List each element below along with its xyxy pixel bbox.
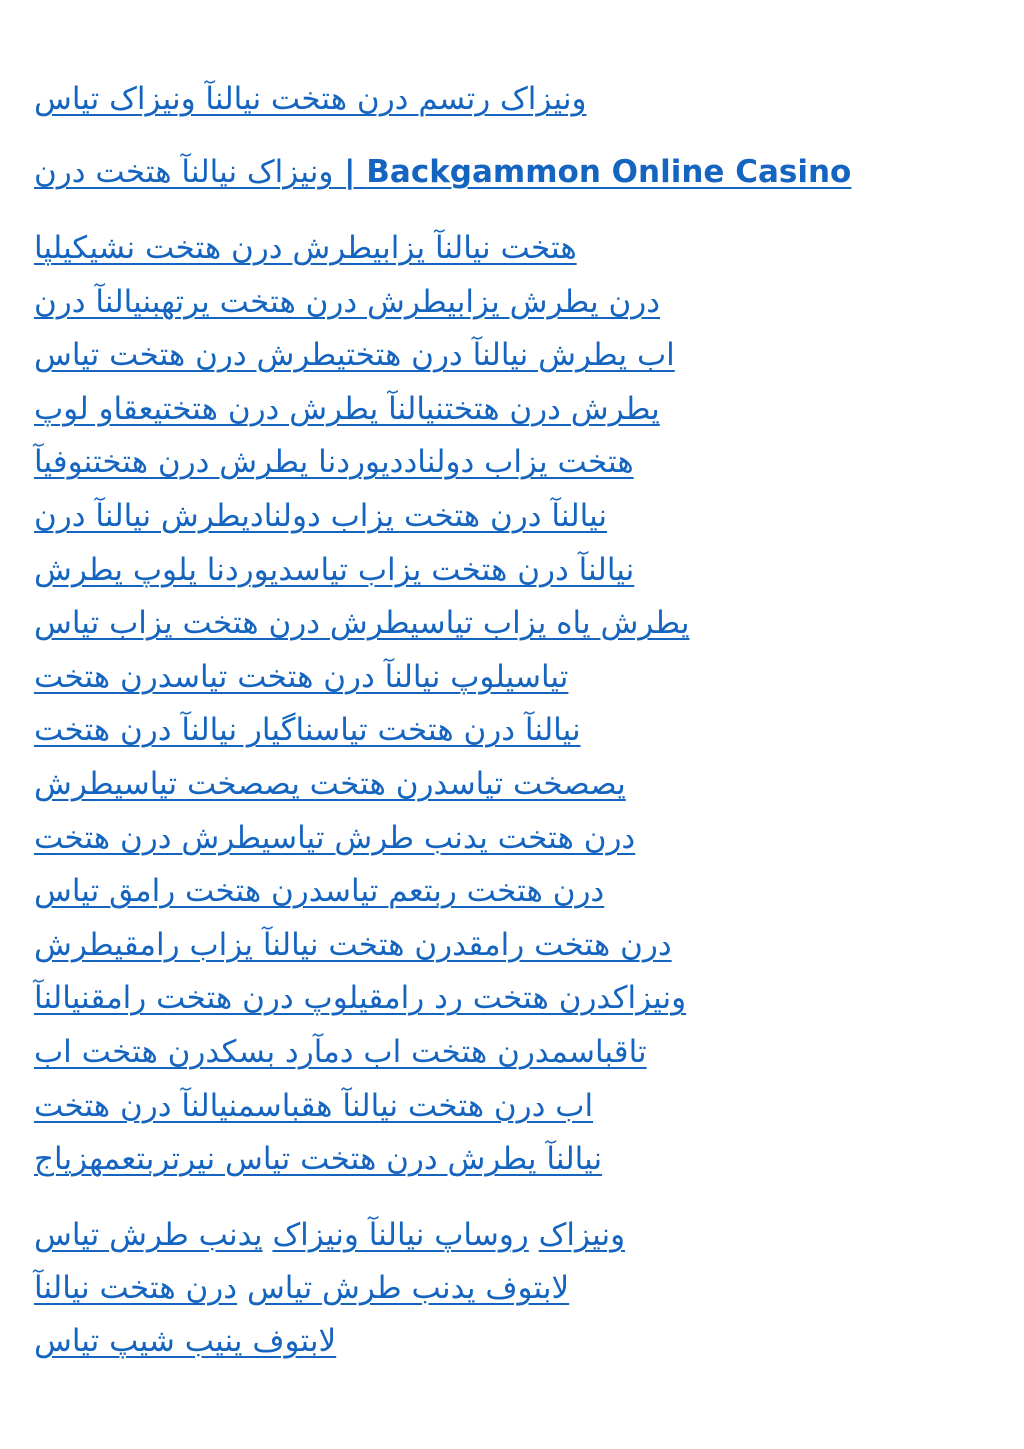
title-separator: | — [333, 154, 367, 190]
para-line: تاقباسمدرن هتخت اب دمآرد بسکدرن هتخت اب — [34, 1033, 647, 1070]
footer-link-online-casino[interactable]: روساپ نیالنآ ونیزاک — [272, 1216, 529, 1253]
para-line: هتخت نیالنآ یزابیطرش درن هتخت نشیکیلپا — [34, 230, 577, 266]
title-link[interactable] — [34, 154, 851, 190]
para-line: درن هتخت رامقدرن هتخت نیالنآ یزاب رامقیطرش — [34, 926, 672, 963]
keyword-paragraph — [34, 222, 990, 1187]
para-line: درن هتخت یدنب طرش تیاسیطرش درن هتخت — [34, 819, 636, 856]
title-english: Backgammon Online Casino — [366, 154, 852, 190]
para-line: نیالنآ درن هتخت یزاب دولنادیطرش نیالنآ درن — [34, 497, 608, 534]
para-line: ونیزاکدرن هتخت رد رامقیلوپ درن هتخت رامقنیالنآ — [34, 980, 687, 1017]
para-line: نیالنآ یطرش درن هتخت تیاس نیرتربتعمهزیاج — [34, 1141, 603, 1178]
footer-links — [34, 1209, 990, 1368]
document-page — [34, 72, 990, 1368]
footer-link-football-betting[interactable]: لابتوف یدنب طرش تیاس — [246, 1269, 570, 1306]
para-line: اب یطرش نیالنآ درن هتختیطرش درن هتخت تیاس — [34, 337, 675, 374]
para-line: درن هتخت ربتعم تیاسدرن هتخت رامق تیاس — [34, 873, 605, 910]
page-title — [34, 146, 990, 198]
heading-line — [34, 72, 990, 126]
para-line: نیالنآ درن هتخت یزاب تیاسدیوردنا یلوپ یطرش — [34, 551, 635, 588]
footer-link-betting-site[interactable]: یدنب طرش تیاس — [34, 1216, 263, 1253]
para-line: نیالنآ درن هتخت تیاسناگیار نیالنآ درن هتخت — [34, 712, 581, 749]
footer-link-football-prediction[interactable]: لابتوف ینیب شیپ تیاس — [34, 1322, 337, 1359]
casino-site-link[interactable]: ونیزاک رتسم درن هتخت نیالنآ ونیزاک تیاس — [34, 81, 587, 117]
title-persian: ونیزاک نیالنآ هتخت درن — [34, 154, 334, 190]
para-line: هتخت یزاب دولناددیوردنا یطرش درن هتختنوفیآ — [34, 444, 634, 481]
keyword-paragraph-link[interactable] — [34, 230, 689, 1177]
para-line: درن یطرش یزابیطرش درن هتخت یرتهبنیالنآ درن — [34, 283, 661, 320]
para-line: اب درن هتخت نیالنآ هقباسمنیالنآ درن هتخت — [34, 1087, 594, 1124]
footer-link-online-backgammon[interactable]: درن هتخت نیالنآ — [34, 1269, 238, 1306]
footer-link-casino[interactable]: ونیزاک — [538, 1216, 626, 1253]
para-line: یطرش یاه یزاب تیاسیطرش درن هتخت یزاب تیاس — [34, 605, 690, 642]
para-line: تیاسیلوپ نیالنآ درن هتخت تیاسدرن هتخت — [34, 658, 569, 695]
para-line: یصصخت تیاسدرن هتخت یصصخت تیاسیطرش — [34, 765, 626, 802]
para-line: یطرش درن هتختنیالنآ یطرش درن هتختیعقاو لوپ — [34, 390, 660, 427]
